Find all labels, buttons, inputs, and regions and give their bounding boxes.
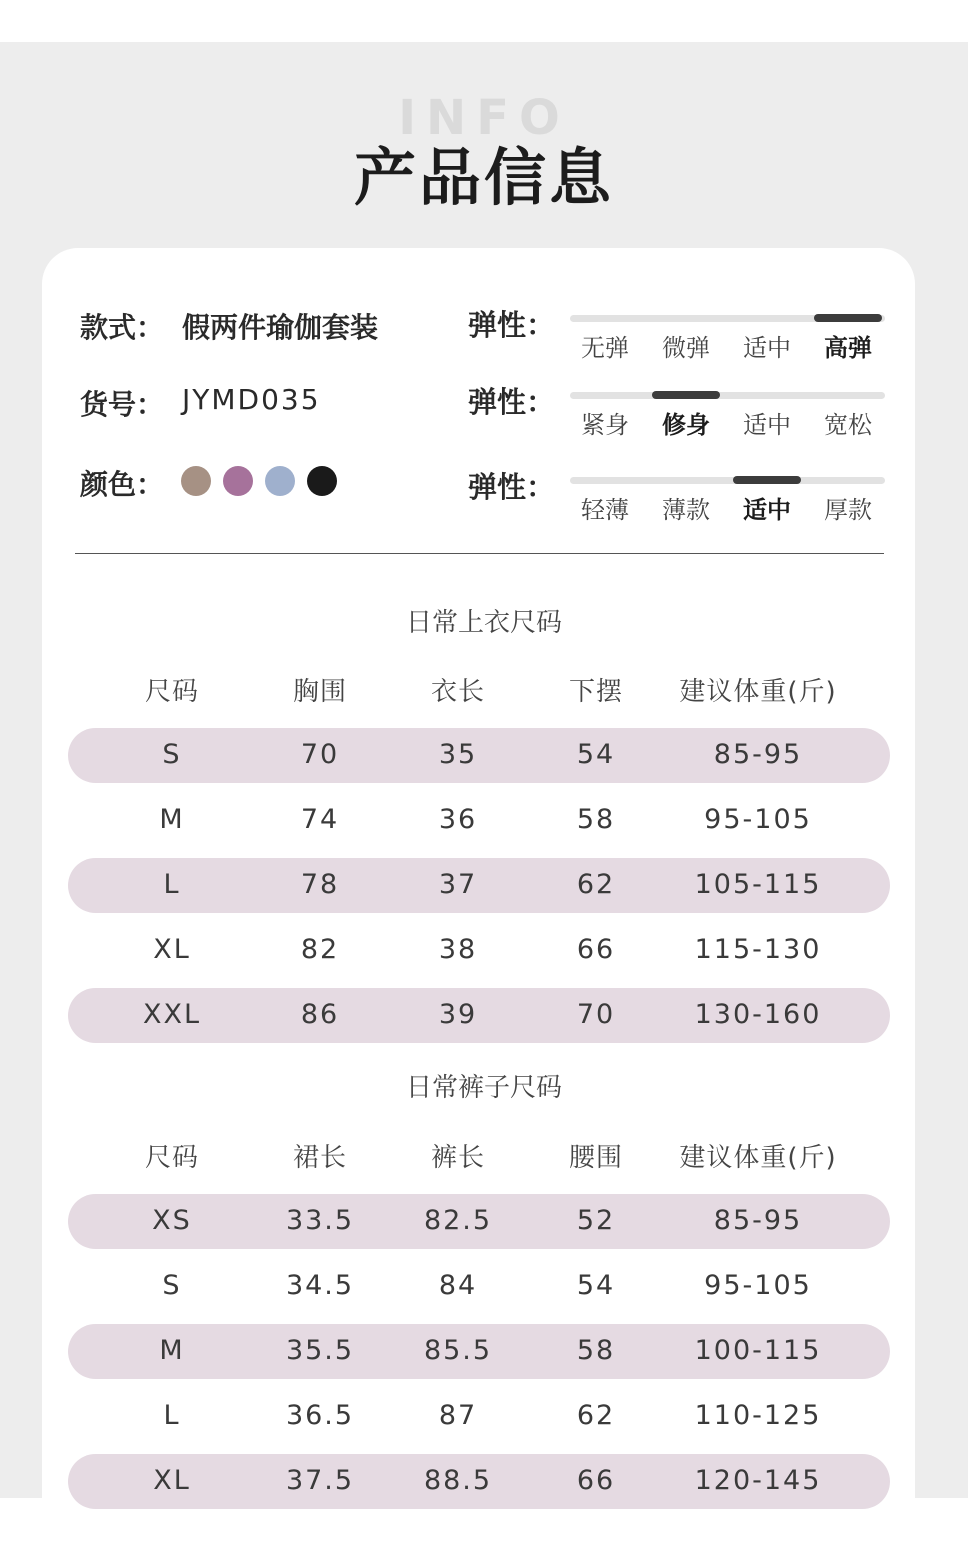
column-header: 胸围	[292, 677, 347, 707]
table-cell: 66	[576, 934, 616, 965]
table-cell: 84	[438, 1270, 478, 1301]
table-cell: 35	[438, 739, 478, 770]
table-cell: 82	[300, 934, 340, 965]
code-label: 货号：	[80, 388, 165, 421]
column-header: 尺码	[144, 677, 199, 707]
table-cell: 130-160	[694, 999, 822, 1030]
table-cell: 38	[438, 934, 478, 965]
table-cell: 62	[576, 869, 616, 900]
table-cell: 85-95	[713, 739, 803, 770]
table-cell: 58	[576, 804, 616, 835]
color-swatch-taupe[interactable]	[181, 466, 211, 496]
info-watermark: INFO	[398, 90, 570, 146]
color-swatch-mauve[interactable]	[223, 466, 253, 496]
table-cell: 36	[438, 804, 478, 835]
scale-option: 微弹	[662, 334, 710, 362]
table-cell: 54	[576, 739, 616, 770]
table-cell: 33.5	[285, 1205, 355, 1236]
column-header: 衣长	[430, 677, 485, 707]
scale-option: 宽松	[824, 411, 872, 439]
table-cell: 36.5	[285, 1400, 355, 1431]
column-header: 腰围	[568, 1143, 623, 1173]
table-cell: 35.5	[285, 1335, 355, 1366]
scale-option: 紧身	[581, 411, 629, 439]
style-label: 款式：	[80, 311, 165, 344]
scale-track	[570, 477, 885, 484]
scale-indicator	[652, 391, 720, 399]
scale-option: 高弹	[824, 334, 872, 362]
table-cell: S	[162, 739, 182, 770]
table-cell: 82.5	[423, 1205, 493, 1236]
table-cell: 105-115	[694, 869, 822, 900]
scale-label: 弹性：	[468, 385, 556, 419]
scale-option: 适中	[743, 411, 791, 439]
page-title: 产品信息	[353, 141, 614, 214]
scale-option: 厚款	[824, 496, 872, 524]
table-cell: L	[163, 1400, 181, 1431]
style-value: 假两件瑜伽套装	[182, 311, 379, 344]
scale-label: 弹性：	[468, 470, 556, 504]
color-swatch-black[interactable]	[307, 466, 337, 496]
table-cell: XS	[152, 1205, 192, 1236]
column-header: 建议体重(斤)	[679, 1143, 837, 1173]
scale-option: 修身	[662, 411, 710, 439]
scale-indicator	[733, 476, 801, 484]
scale-track	[570, 315, 885, 322]
table-cell: 100-115	[694, 1335, 822, 1366]
top-strip	[0, 0, 968, 42]
table-cell: 66	[576, 1465, 616, 1496]
table-cell: 70	[300, 739, 340, 770]
table-cell: 70	[576, 999, 616, 1030]
table-cell: 58	[576, 1335, 616, 1366]
color-label: 颜色：	[80, 468, 165, 501]
table-cell: 87	[438, 1400, 478, 1431]
table-cell: 86	[300, 999, 340, 1030]
table-cell: 95-105	[704, 1270, 812, 1301]
table-cell: 37	[438, 869, 478, 900]
table-cell: 88.5	[423, 1465, 493, 1496]
table-cell: 85-95	[713, 1205, 803, 1236]
column-header: 裤长	[430, 1143, 485, 1173]
table-cell: 37.5	[285, 1465, 355, 1496]
scale-label: 弹性：	[468, 308, 556, 342]
scale-option: 轻薄	[581, 496, 629, 524]
table-cell: 120-145	[694, 1465, 822, 1496]
table-cell: S	[162, 1270, 182, 1301]
top-table-title: 日常上衣尺码	[405, 608, 562, 638]
column-header: 下摆	[568, 677, 623, 707]
table-cell: XL	[153, 1465, 191, 1496]
table-cell: 54	[576, 1270, 616, 1301]
table-cell: 110-125	[694, 1400, 822, 1431]
color-swatch-blue[interactable]	[265, 466, 295, 496]
table-cell: 115-130	[694, 934, 822, 965]
scale-option: 薄款	[662, 496, 710, 524]
table-cell: L	[163, 869, 181, 900]
table-cell: XL	[153, 934, 191, 965]
table-cell: 78	[300, 869, 340, 900]
table-cell: 62	[576, 1400, 616, 1431]
divider	[75, 553, 884, 554]
table-cell: M	[159, 804, 185, 835]
table-cell: 95-105	[704, 804, 812, 835]
table-cell: 52	[576, 1205, 616, 1236]
table-cell: XXL	[142, 999, 202, 1030]
table-cell: 85.5	[423, 1335, 493, 1366]
bottom-table-title: 日常裤子尺码	[405, 1073, 562, 1103]
column-header: 建议体重(斤)	[679, 677, 837, 707]
table-cell: 39	[438, 999, 478, 1030]
column-header: 尺码	[144, 1143, 199, 1173]
scale-option: 无弹	[581, 334, 629, 362]
code-value: JYMD035	[182, 383, 321, 416]
column-header: 裙长	[292, 1143, 347, 1173]
scale-option: 适中	[743, 334, 791, 362]
scale-option: 适中	[743, 496, 791, 524]
table-cell: 34.5	[285, 1270, 355, 1301]
scale-indicator	[814, 314, 882, 322]
scale-track	[570, 392, 885, 399]
table-cell: M	[159, 1335, 185, 1366]
table-cell: 74	[300, 804, 340, 835]
